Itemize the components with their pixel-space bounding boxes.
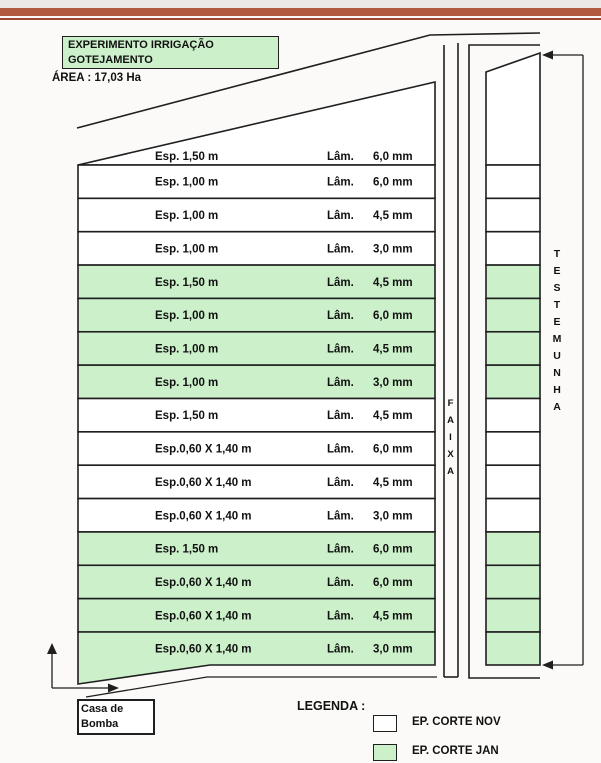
testemunha-cell	[486, 332, 540, 365]
row-value-label: 4,5 mm	[373, 476, 413, 489]
pump-house-box	[77, 699, 155, 735]
row-lam-label: Lâm.	[327, 543, 354, 556]
area-label: ÁREA : 17,03 Ha	[52, 72, 142, 84]
row-lam-label: Lâm.	[327, 210, 354, 223]
pump-house-line-2: Bomba	[81, 718, 119, 730]
testemunha-label: T E S T E M U N H A	[552, 248, 562, 413]
row-esp-label: Esp.0,60 X 1,40 m	[155, 643, 252, 656]
arrow-up-icon	[47, 643, 57, 654]
testemunha-cell	[486, 198, 540, 231]
row-esp-label: Esp.0,60 X 1,40 m	[155, 610, 252, 623]
row-esp-label: Esp.0,60 X 1,40 m	[155, 576, 252, 589]
row-lam-label: Lâm.	[327, 176, 354, 189]
row-esp-label: Esp. 1,50 m	[155, 543, 219, 556]
row-value-label: 6,0 mm	[373, 310, 413, 323]
testemunha-cell	[486, 365, 540, 398]
testemunha-cell	[486, 632, 540, 665]
legend-title: LEGENDA :	[297, 699, 366, 713]
row-lam-label: Lâm.	[327, 343, 354, 356]
legend-label-corte-jan: EP. CORTE JAN	[412, 745, 499, 757]
legend-swatch-white	[373, 715, 397, 732]
row-esp-label: Esp. 1,00 m	[155, 376, 219, 389]
row-lam-label: Lâm.	[327, 476, 354, 489]
row-lam-label: Lâm.	[327, 510, 354, 523]
road-line	[86, 677, 437, 697]
row-esp-label: Esp. 1,00 m	[155, 243, 219, 256]
row-esp-label: Esp.0,60 X 1,40 m	[155, 476, 252, 489]
faixa-label: F A I X A	[447, 398, 454, 477]
plot-rows	[78, 82, 435, 684]
pump-house-line-1: Casa de	[81, 703, 124, 715]
testemunha-cell	[486, 432, 540, 465]
testemunha-cell	[486, 232, 540, 265]
row-esp-label: Esp. 1,00 m	[155, 310, 219, 323]
row-esp-label: Esp. 1,00 m	[155, 343, 219, 356]
testemunha-cell	[486, 499, 540, 532]
testemunha-cell	[486, 532, 540, 565]
row-lam-label: Lâm.	[327, 443, 354, 456]
row-lam-label: Lâm.	[327, 151, 354, 163]
row-lam-label: Lâm.	[327, 643, 354, 656]
row-value-label: 6,0 mm	[373, 176, 413, 189]
row-value-label: 6,0 mm	[373, 151, 413, 163]
row-lam-label: Lâm.	[327, 376, 354, 389]
testemunha-cell	[486, 465, 540, 498]
plot-row-shape	[78, 632, 435, 684]
testemunha-cell	[486, 265, 540, 298]
testemunha-cell	[486, 399, 540, 432]
arrow-left-bottom-icon	[542, 661, 553, 670]
testemunha-cell	[486, 565, 540, 598]
row-esp-label: Esp. 1,00 m	[155, 176, 219, 189]
row-esp-label: Esp.0,60 X 1,40 m	[155, 510, 252, 523]
legend-label-corte-nov: EP. CORTE NOV	[412, 716, 501, 728]
row-lam-label: Lâm.	[327, 276, 354, 289]
row-esp-label: Esp. 1,00 m	[155, 210, 219, 223]
row-value-label: 6,0 mm	[373, 543, 413, 556]
row-esp-label: Esp. 1,50 m	[155, 410, 219, 423]
row-value-label: 3,0 mm	[373, 510, 413, 523]
row-value-label: 4,5 mm	[373, 276, 413, 289]
row-value-label: 3,0 mm	[373, 243, 413, 256]
row-lam-label: Lâm.	[327, 410, 354, 423]
row-value-label: 6,0 mm	[373, 443, 413, 456]
testemunha-cell	[486, 298, 540, 331]
row-value-label: 3,0 mm	[373, 376, 413, 389]
title-line-2: GOTEJAMENTO	[68, 53, 153, 66]
testemunha-cell	[486, 165, 540, 198]
legend-swatch-green	[373, 744, 397, 761]
row-value-label: 3,0 mm	[373, 643, 413, 656]
row-value-label: 6,0 mm	[373, 576, 413, 589]
row-value-label: 4,5 mm	[373, 343, 413, 356]
row-value-label: 4,5 mm	[373, 410, 413, 423]
row-value-label: 4,5 mm	[373, 210, 413, 223]
row-esp-label: Esp. 1,50 m	[155, 276, 219, 289]
row-lam-label: Lâm.	[327, 576, 354, 589]
title-line-1: EXPERIMENTO IRRIGAÇÃO	[68, 39, 214, 51]
row-esp-label: Esp. 1,50 m	[155, 151, 219, 163]
testemunha-cell	[486, 53, 540, 165]
row-lam-label: Lâm.	[327, 610, 354, 623]
row-lam-label: Lâm.	[327, 243, 354, 256]
arrow-right-icon	[108, 684, 119, 693]
arrow-left-top-icon	[542, 51, 553, 60]
testemunha-column	[486, 53, 540, 665]
testemunha-cell	[486, 599, 540, 632]
row-esp-label: Esp.0,60 X 1,40 m	[155, 443, 252, 456]
row-value-label: 4,5 mm	[373, 610, 413, 623]
row-lam-label: Lâm.	[327, 310, 354, 323]
